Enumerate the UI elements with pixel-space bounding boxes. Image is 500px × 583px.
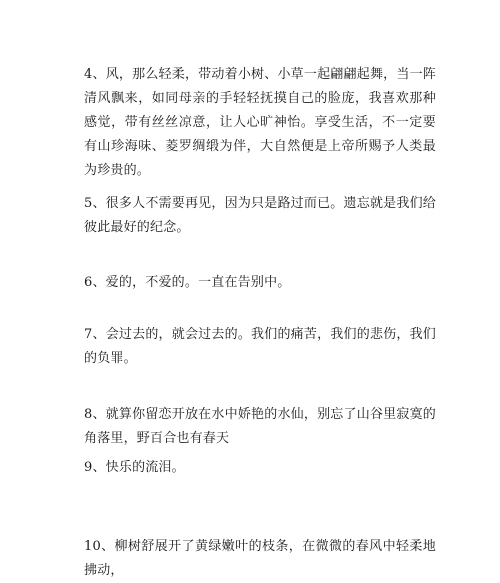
paragraph-10: 10、柳树舒展开了黄绿嫩叶的枝条，在微微的春风中轻柔地拂动， bbox=[84, 539, 436, 578]
paragraph-5: 5、很多人不需要再见，因为只是路过而已。遗忘就是我们给彼此最好的纪念。 bbox=[84, 196, 436, 235]
paragraph-7: 7、会过去的，就会过去的。我们的痛苦，我们的悲伤，我们的负罪。 bbox=[84, 327, 436, 366]
paragraph-9: 9、快乐的流泪。 bbox=[84, 460, 185, 475]
paragraph-6: 6、爱的，不爱的。一直在告别中。 bbox=[84, 275, 291, 290]
paragraph-8: 8、就算你留恋开放在水中娇艳的水仙，别忘了山谷里寂寞的角落里，野百合也有春天 bbox=[84, 407, 436, 446]
paragraph-4: 4、风，那么轻柔，带动着小树、小草一起翩翩起舞，当一阵清风飘来，如同母亲的手轻轻抚摸自己的脸庞，我喜欢那种感觉，带有丝丝凉意，让人心旷神怡。享受生活，不一定要有山珍海味、菱罗绸缎为伴，大自然便是上帝所赐予人类最为珍贵的。 bbox=[84, 67, 436, 178]
